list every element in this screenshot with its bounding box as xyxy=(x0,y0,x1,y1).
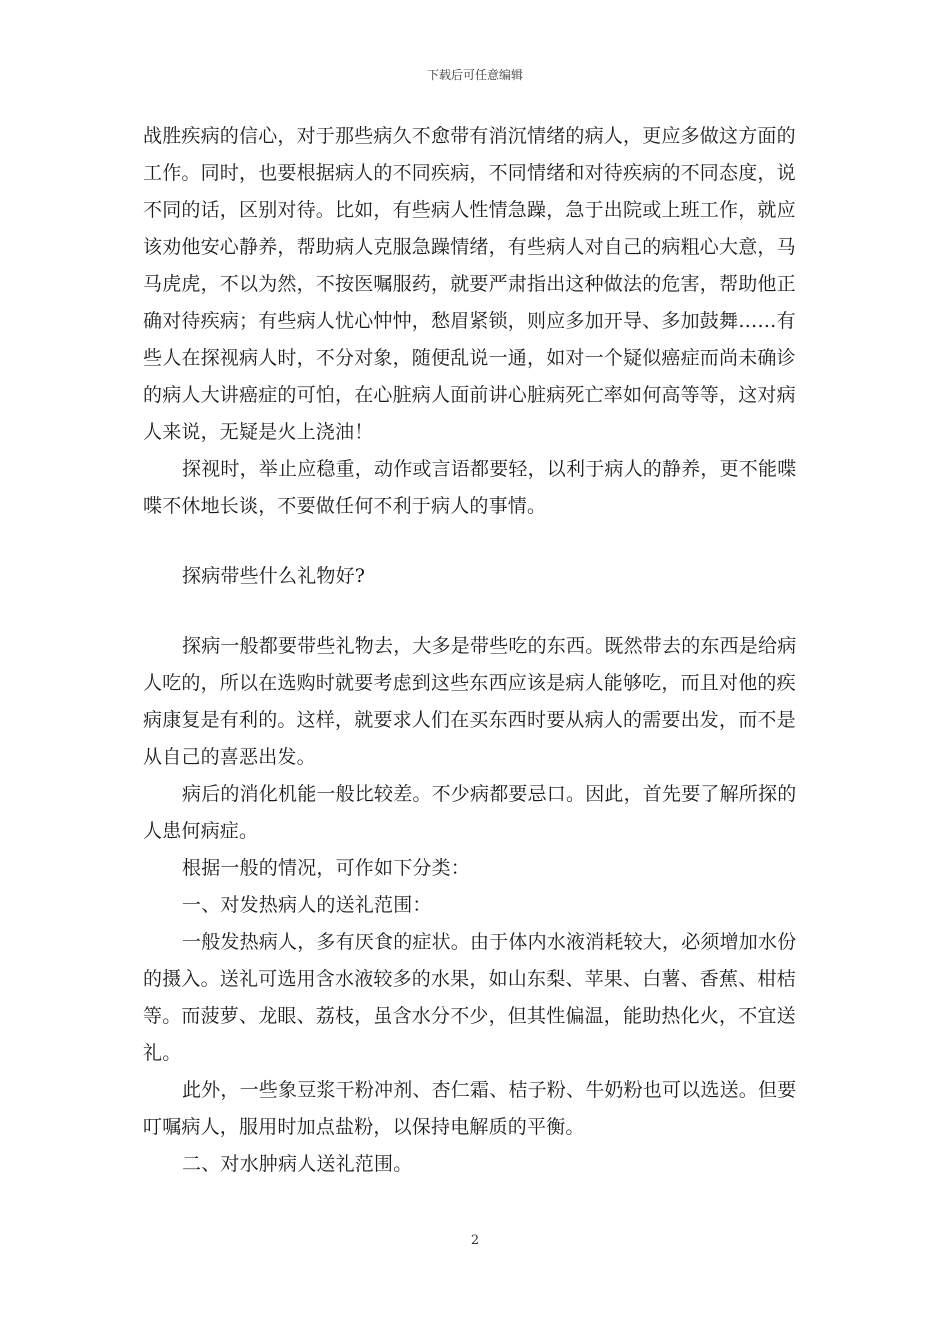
text-line: 人吃的，所以在选购时就要考虑到这些东西应该是病人能够吃，而且对他的疾 xyxy=(143,672,796,694)
text-line: 喋不休地长谈，不要做任何不利于病人的事情。 xyxy=(143,495,547,517)
text-line: 人来说，无疑是火上浇油！ xyxy=(143,421,374,443)
text-line: 病康复是有利的。这样，就要求人们在买东西时要从病人的需要出发，而不是 xyxy=(143,709,796,731)
paragraph xyxy=(143,1072,807,1146)
text-line: 病后的消化机能一般比较差。不少病都要忌口。因此，首先要了解所探的 xyxy=(182,783,797,805)
text-line: 不同的话，区别对待。比如，有些病人性情急躁，急于出院或上班工作，就应 xyxy=(143,199,796,221)
paragraph xyxy=(143,628,807,776)
document-body xyxy=(143,118,807,1183)
page-header: 下载后可任意编辑 xyxy=(426,68,523,82)
paragraph xyxy=(143,118,807,451)
text-line: 该劝他安心静养，帮助病人克服急躁情绪，有些病人对自己的病粗心大意，马 xyxy=(143,236,796,258)
page-number: 2 xyxy=(470,1233,480,1248)
subsection-heading: 一、对发热病人的送礼范围： xyxy=(182,894,432,916)
text-line: 工作。同时，也要根据病人的不同疾病，不同情绪和对待疾病的不同态度，说 xyxy=(143,162,796,184)
text-line: 礼。 xyxy=(143,1042,182,1064)
paragraph xyxy=(143,451,807,525)
text-line: 的病人大讲癌症的可怕，在心脏病人面前讲心脏病死亡率如何高等等，这对病 xyxy=(143,384,796,406)
text-line: 根据一般的情况，可作如下分类： xyxy=(182,857,471,879)
text-line: 些人在探视病人时，不分对象，随便乱说一通，如对一个疑似癌症而尚未确诊 xyxy=(143,347,796,369)
text-line: 等。而菠萝、龙眼、荔枝，虽含水分不少，但其性偏温，能助热化火，不宜送 xyxy=(143,1005,796,1027)
text-line: 确对待疾病；有些病人忧心忡忡，愁眉紧锁，则应多加开导、多加鼓舞……有 xyxy=(143,310,796,332)
text-line: 马虎虎，不以为然，不按医嘱服药，就要严肃指出这种做法的危害，帮助他正 xyxy=(143,273,796,295)
text-line: 叮嘱病人，服用时加点盐粉，以保持电解质的平衡。 xyxy=(143,1116,585,1138)
text-line: 此外，一些象豆浆干粉冲剂、杏仁霜、桔子粉、牛奶粉也可以选送。但要 xyxy=(182,1079,797,1101)
section-heading: 探病带些什么礼物好? xyxy=(182,565,366,587)
text-line: 人患何病症。 xyxy=(143,820,259,842)
text-line: 从自己的喜恶出发。 xyxy=(143,746,316,768)
subsection-heading: 二、对水肿病人送礼范围。 xyxy=(182,1153,413,1175)
text-line: 的摄入。送礼可选用含水液较多的水果，如山东梨、苹果、白薯、香蕉、柑桔 xyxy=(143,968,796,990)
text-line: 探视时，举止应稳重，动作或言语都要轻，以利于病人的静养，更不能喋 xyxy=(182,458,797,480)
paragraph xyxy=(143,776,807,850)
paragraph xyxy=(143,924,807,1072)
text-line: 一般发热病人，多有厌食的症状。由于体内水液消耗较大，必须增加水份 xyxy=(182,931,797,953)
text-line: 探病一般都要带些礼物去，大多是带些吃的东西。既然带去的东西是给病 xyxy=(182,635,797,657)
text-line: 战胜疾病的信心，对于那些病久不愈带有消沉情绪的病人，更应多做这方面的 xyxy=(143,125,796,147)
